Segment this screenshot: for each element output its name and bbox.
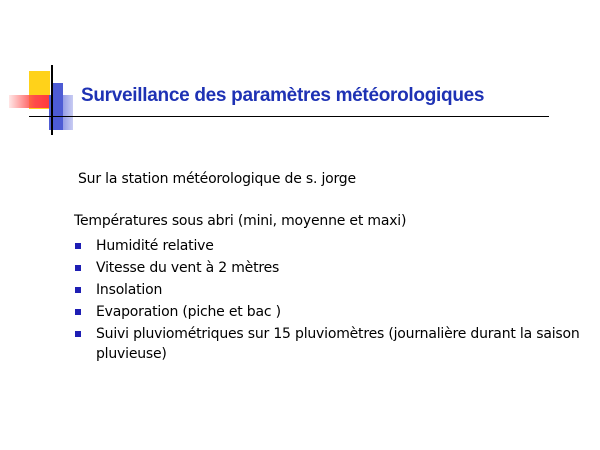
bullet-text: Suivi pluviométriques sur 15 pluviomètres (journalière durant la saison pluvieuse) [96,326,580,362]
bullet-list [74,235,584,364]
slide-logo-graphic [0,0,600,140]
title-underline [29,116,549,117]
bullet-text: Vitesse du vent à 2 mètres [96,260,280,276]
bullet-text: Insolation [96,282,163,298]
square-bullet-icon [75,265,81,271]
list-item [74,235,584,257]
intro-line: Températures sous abri (mini, moyenne et maxi) [74,213,407,229]
bullet-text: Evaporation (piche et bac ) [96,304,281,320]
logo-red-square [9,95,49,108]
square-bullet-icon [75,287,81,293]
list-item [74,257,584,279]
list-item [74,279,584,301]
list-item [74,323,584,364]
logo-vertical-line [51,65,53,135]
slide-title: Surveillance des paramètres météorologiques [81,85,485,106]
square-bullet-icon [75,331,81,337]
list-item [74,301,584,323]
bullet-text: Humidité relative [96,238,214,254]
square-bullet-icon [75,309,81,315]
slide-subtitle: Sur la station météorologique de s. jorge [78,171,356,187]
square-bullet-icon [75,243,81,249]
